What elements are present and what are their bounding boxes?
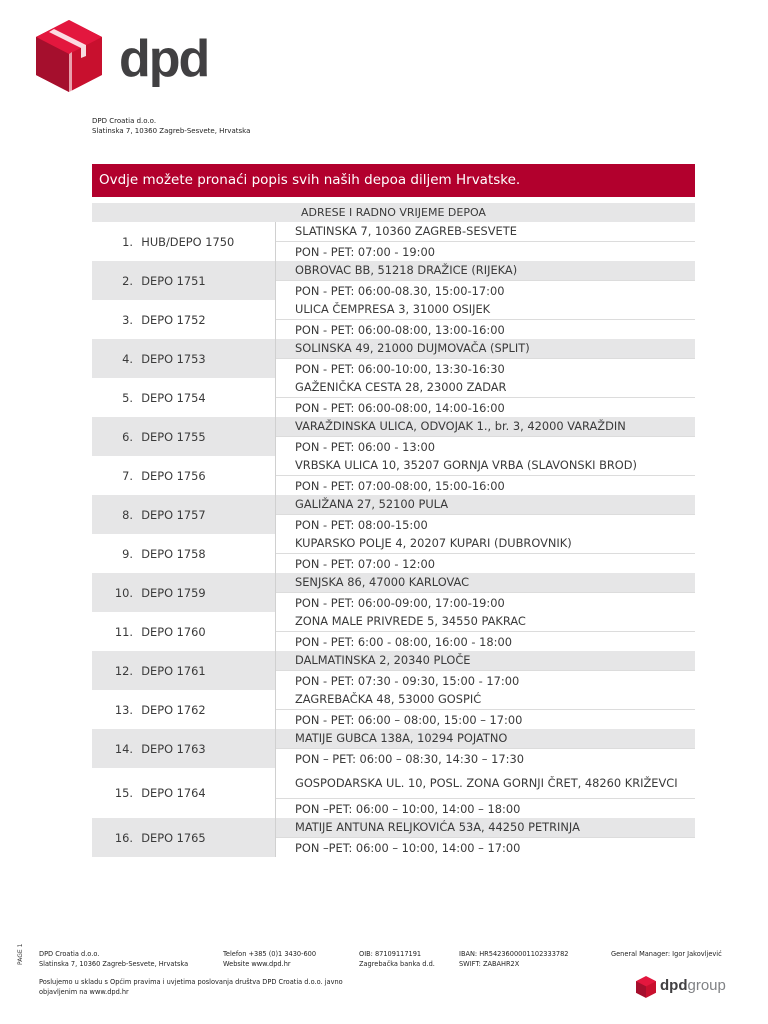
info-banner: Ovdje možete pronaći popis svih naših depoa diljem Hrvatske.: [92, 164, 695, 197]
depot-cell: [92, 456, 276, 495]
depot-name: DEPO 1761: [141, 663, 206, 678]
depot-name: HUB/DEPO 1750: [141, 234, 235, 249]
table-row: [92, 573, 695, 593]
footer-oib-block: [359, 949, 435, 969]
depot-name: DEPO 1758: [141, 546, 206, 561]
depot-address: GOSPODARSKA UL. 10, POSL. ZONA GORNJI ČRET, 48260 KRIŽEVCI: [276, 768, 696, 799]
footer-iban: IBAN: HR5423600001102333782: [459, 950, 569, 958]
depot-number: 9.: [122, 546, 133, 561]
depot-hours: PON - PET: 06:00 - 13:00: [276, 437, 696, 457]
depot-name: DEPO 1759: [141, 585, 206, 600]
depot-address: GAŽENIČKA CESTA 28, 23000 ZADAR: [276, 378, 696, 398]
depot-address: OBROVAC BB, 51218 DRAŽICE (RIJEKA): [276, 261, 696, 281]
depot-cell: [92, 300, 276, 339]
depot-name: DEPO 1751: [141, 273, 206, 288]
depot-hours: PON – PET: 06:00 – 08:30, 14:30 – 17:30: [276, 749, 696, 769]
sender-address: [92, 116, 250, 136]
depot-name: DEPO 1762: [141, 702, 206, 717]
depot-hours: PON - PET: 07:00 - 12:00: [276, 554, 696, 574]
depot-name: DEPO 1755: [141, 429, 206, 444]
depot-name: DEPO 1760: [141, 624, 206, 639]
depot-cell: [92, 222, 276, 261]
dpdgroup-name: dpd: [660, 977, 688, 994]
depot-name: DEPO 1765: [141, 830, 206, 845]
depot-address: DALMATINSKA 2, 20340 PLOČE: [276, 651, 696, 671]
depot-number: 13.: [114, 702, 133, 717]
depot-cell: [92, 261, 276, 300]
sender-street: Slatinska 7, 10360 Zagreb-Sesvete, Hrvatska: [92, 127, 251, 135]
table-row: [92, 495, 695, 515]
depot-address: SLATINSKA 7, 10360 ZAGREB-SESVETE: [276, 222, 696, 242]
depot-hours: PON - PET: 06:00-09:00, 17:00-19:00: [276, 593, 696, 613]
depot-hours: PON - PET: 07:00-08:00, 15:00-16:00: [276, 476, 696, 496]
depot-hours: PON - PET: 08:00-15:00: [276, 515, 696, 535]
depot-number: 4.: [122, 351, 133, 366]
table-row: [92, 651, 695, 671]
depot-cell: [92, 339, 276, 378]
depot-hours: PON - PET: 06:00-10:00, 13:30-16:30: [276, 359, 696, 379]
footer-terms: [39, 977, 343, 997]
sender-company: DPD Croatia d.o.o.: [92, 117, 157, 125]
depot-address: KUPARSKO POLJE 4, 20207 KUPARI (DUBROVNIK): [276, 534, 696, 554]
footer-iban-block: [459, 949, 568, 969]
depot-name: DEPO 1763: [141, 741, 206, 756]
depot-address: VARAŽDINSKA ULICA, ODVOJAK 1., br. 3, 42000 VARAŽDIN: [276, 417, 696, 437]
depot-number: 5.: [122, 390, 133, 405]
depot-number: 8.: [122, 507, 133, 522]
depot-name: DEPO 1753: [141, 351, 206, 366]
depot-name: DEPO 1754: [141, 390, 206, 405]
table-row: [92, 818, 695, 838]
depot-number: 16.: [114, 830, 133, 845]
dpd-cube-logo-icon: [36, 20, 102, 92]
depot-hours: PON –PET: 06:00 – 10:00, 14:00 – 18:00: [276, 799, 696, 819]
depot-address: MATIJE GUBCA 138A, 10294 POJATNO: [276, 729, 696, 749]
dpdgroup-cube-icon: [636, 976, 656, 998]
footer-swift: SWIFT: ZABAHR2X: [459, 960, 520, 968]
table-row: [92, 339, 695, 359]
footer-company: DPD Croatia d.o.o.: [39, 950, 100, 958]
depot-name: DEPO 1764: [141, 786, 206, 800]
footer-website: Website www.dpd.hr: [223, 960, 291, 968]
depot-number: 14.: [114, 741, 133, 756]
footer-address: Slatinska 7, 10360 Zagreb-Sesvete, Hrvatska: [39, 960, 189, 968]
footer-terms-line1: Poslujemo u skladu s Općim pravima i uvjetima poslovanja društva DPD Croatia d.o.o. javno: [39, 978, 343, 986]
depot-name: DEPO 1752: [141, 312, 206, 327]
table-row: [92, 378, 695, 398]
table-row: [92, 417, 695, 437]
depot-name: DEPO 1757: [141, 507, 206, 522]
depot-address: SOLINSKA 49, 21000 DUJMOVAČA (SPLIT): [276, 339, 696, 359]
table-header: ADRESE I RADNO VRIJEME DEPOA: [92, 203, 695, 222]
depot-number: 10.: [114, 585, 133, 600]
depot-address: GALIŽANA 27, 52100 PULA: [276, 495, 696, 515]
depot-cell: [92, 690, 276, 729]
table-header-row: [92, 203, 695, 222]
depot-hours: PON –PET: 06:00 – 10:00, 14:00 – 17:00: [276, 838, 696, 858]
depot-cell: [92, 573, 276, 612]
depot-name: DEPO 1756: [141, 468, 206, 483]
depot-number: 1.: [122, 234, 133, 249]
depot-cell: [92, 495, 276, 534]
depot-cell: [92, 768, 276, 818]
depot-cell: [92, 417, 276, 456]
depot-number: 7.: [122, 468, 133, 483]
footer-company-block: [39, 949, 188, 969]
dpdgroup-wordmark: [660, 977, 726, 994]
depot-address: VRBSKA ULICA 10, 35207 GORNJA VRBA (SLAVONSKI BROD): [276, 456, 696, 476]
depot-number: 12.: [114, 663, 133, 678]
footer-contact-block: [223, 949, 316, 969]
depot-table: [92, 203, 695, 857]
depot-cell: [92, 612, 276, 651]
table-row: [92, 612, 695, 632]
table-row: [92, 456, 695, 476]
table-row: [92, 690, 695, 710]
depot-address: ULICA ČEMPRESA 3, 31000 OSIJEK: [276, 300, 696, 320]
dpdgroup-suffix: group: [687, 977, 726, 994]
depot-hours: PON - PET: 07:00 - 19:00: [276, 242, 696, 262]
depot-number: 6.: [122, 429, 133, 444]
footer-phone: Telefon +385 (0)1 3430-600: [223, 950, 317, 958]
table-row: [92, 261, 695, 281]
depot-address: MATIJE ANTUNA RELJKOVIĆA 53A, 44250 PETRINJA: [276, 818, 696, 838]
depot-number: 15.: [114, 786, 133, 800]
depot-cell: [92, 378, 276, 417]
depot-hours: PON - PET: 6:00 - 08:00, 16:00 - 18:00: [276, 632, 696, 652]
depot-cell: [92, 651, 276, 690]
brand-wordmark: dpd: [119, 30, 209, 88]
depot-hours: PON - PET: 06:00-08:00, 14:00-16:00: [276, 398, 696, 418]
table-row: [92, 300, 695, 320]
depot-number: 3.: [122, 312, 133, 327]
footer-manager: General Manager: Igor Jakovljević: [611, 950, 722, 958]
footer-terms-line2: objavljenim na www.dpd.hr: [39, 988, 129, 996]
table-row: [92, 768, 695, 799]
depot-hours: PON - PET: 06:00-08.30, 15:00-17:00: [276, 281, 696, 301]
footer-oib: OIB: 87109117191: [359, 950, 422, 958]
depot-address: SENJSKA 86, 47000 KARLOVAC: [276, 573, 696, 593]
footer-bank: Zagrebačka banka d.d.: [359, 960, 435, 968]
page-label: PAGE 1: [17, 943, 24, 965]
depot-cell: [92, 534, 276, 573]
depot-hours: PON - PET: 06:00-08:00, 13:00-16:00: [276, 320, 696, 340]
depot-address: ZAGREBAČKA 48, 53000 GOSPIĆ: [276, 690, 696, 710]
depot-cell: [92, 818, 276, 857]
table-row: [92, 729, 695, 749]
depot-hours: PON - PET: 06:00 – 08:00, 15:00 – 17:00: [276, 710, 696, 730]
depot-cell: [92, 729, 276, 768]
depot-address: ZONA MALE PRIVREDE 5, 34550 PAKRAC: [276, 612, 696, 632]
depot-number: 11.: [114, 624, 133, 639]
table-row: [92, 534, 695, 554]
table-row: [92, 222, 695, 242]
depot-hours: PON - PET: 07:30 - 09:30, 15:00 - 17:00: [276, 671, 696, 691]
depot-number: 2.: [122, 273, 133, 288]
